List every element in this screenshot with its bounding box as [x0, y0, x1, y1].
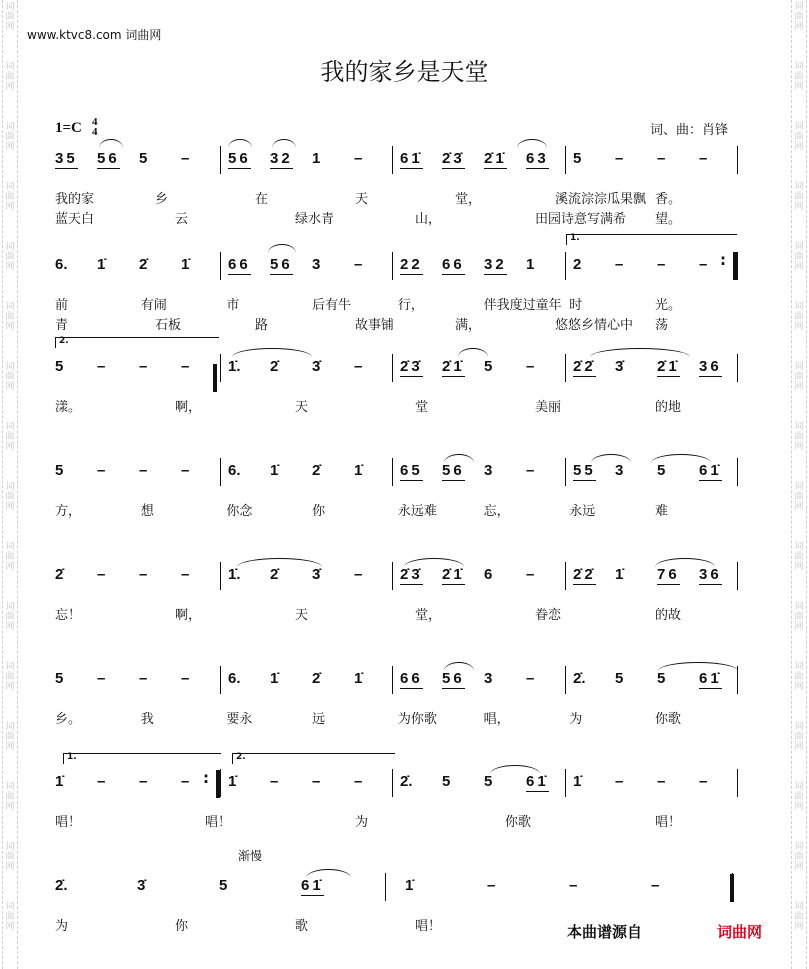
site-url[interactable]: www.ktvc8.com 词曲网	[27, 28, 162, 42]
watermark-text: 词 曲 网	[5, 722, 15, 752]
note: 1̇	[97, 256, 106, 273]
note: –	[139, 462, 148, 479]
lyric: 啊，	[175, 400, 202, 415]
watermark-text: 词 曲 网	[794, 722, 804, 752]
slur	[306, 869, 351, 878]
watermark-text: 词 曲 网	[5, 62, 15, 92]
note: 61̇	[400, 150, 423, 167]
lyric: 唱！	[655, 815, 682, 830]
note: 5	[219, 877, 228, 894]
slur	[655, 558, 715, 567]
watermark-text: 词 曲 网	[5, 122, 15, 152]
double-bar	[213, 364, 217, 392]
barline	[565, 354, 566, 382]
watermark-text: 词 曲 网	[794, 302, 804, 332]
note: –	[354, 773, 363, 790]
lyric: 你念	[226, 504, 253, 519]
lyric: 乡。	[55, 712, 82, 727]
barline	[392, 769, 393, 797]
lyric: 啊，	[175, 608, 202, 623]
note: 5	[484, 773, 493, 790]
repeat-dots: :	[720, 251, 726, 269]
watermark-text: 词 曲 网	[794, 482, 804, 512]
lyric: 眷恋	[535, 608, 562, 623]
lyric: 我的家	[55, 192, 95, 207]
note: 1̇	[55, 773, 64, 790]
volta-bracket	[63, 753, 221, 764]
note: –	[270, 773, 279, 790]
note: 61̇	[699, 670, 722, 687]
note: –	[97, 773, 106, 790]
watermark-text: 词 曲 网	[5, 842, 15, 872]
watermark-text: 词 曲 网	[794, 62, 804, 92]
lyric: 我	[140, 712, 154, 727]
volta-bracket	[566, 234, 737, 245]
lyric: 天	[355, 192, 369, 207]
note: 5	[55, 462, 64, 479]
note: –	[487, 877, 496, 894]
lyric: 难	[655, 504, 669, 519]
watermark-text: 词 曲 网	[5, 782, 15, 812]
watermark-text: 词 曲 网	[5, 182, 15, 212]
lyric: 时	[569, 298, 583, 313]
barline	[220, 354, 221, 382]
note: 66	[228, 256, 251, 273]
lyric: 溪流淙淙瓜果飘	[555, 192, 647, 207]
note: 2̇.	[573, 670, 586, 687]
volta-bracket	[55, 337, 219, 348]
time-sig-bottom: 4	[92, 126, 98, 138]
left-watermark-strip	[2, 0, 18, 969]
barline	[565, 252, 566, 280]
note: 3̇	[312, 566, 321, 583]
key-signature: 1=C	[55, 120, 82, 136]
note: 3	[484, 462, 493, 479]
watermark-text: 词 曲 网	[794, 422, 804, 452]
lyric: 方，	[55, 504, 82, 519]
note: 5	[484, 358, 493, 375]
note: 1̇	[270, 462, 279, 479]
note: 32	[484, 256, 507, 273]
barline	[565, 769, 566, 797]
note: 61̇	[301, 877, 324, 894]
note: –	[615, 256, 624, 273]
lyric-verse2: 山，	[415, 212, 442, 227]
lyric-verse2: 绿水青	[295, 212, 335, 227]
note: 5	[573, 150, 582, 167]
barline	[737, 769, 738, 797]
watermark-text: 词 曲 网	[794, 782, 804, 812]
lyric: 为	[55, 919, 69, 934]
note: 55	[573, 462, 596, 479]
note: –	[181, 150, 190, 167]
watermark-text: 词 曲 网	[794, 602, 804, 632]
lyric-verse2: 田园诗意写满希	[535, 212, 627, 227]
barline	[392, 458, 393, 486]
slur	[517, 139, 547, 148]
lyric: 你	[312, 504, 326, 519]
barline	[737, 146, 738, 174]
barline	[737, 458, 738, 486]
note: 2̇	[312, 462, 321, 479]
barline	[565, 146, 566, 174]
note: 66	[442, 256, 465, 273]
barline	[392, 666, 393, 694]
watermark-text: 词 曲 网	[5, 482, 15, 512]
barline	[220, 562, 221, 590]
note: 2̇	[270, 566, 279, 583]
lyric: 在	[255, 192, 269, 207]
note: –	[181, 358, 190, 375]
footer-source-label: 本曲谱源自	[567, 923, 643, 941]
barline	[220, 146, 221, 174]
watermark-text: 词 曲 网	[794, 182, 804, 212]
note: 3̇	[137, 877, 146, 894]
slur	[458, 348, 488, 357]
note: 56	[442, 670, 465, 687]
right-watermark-strip	[791, 0, 807, 969]
note: 5	[657, 462, 666, 479]
lyric-verse2: 石板	[155, 318, 182, 333]
note: 1̇	[405, 877, 414, 894]
note: 5	[55, 358, 64, 375]
note: 2̇1̇	[442, 358, 465, 375]
lyric: 天	[295, 608, 309, 623]
slur	[99, 139, 123, 148]
note: 1̇	[228, 773, 237, 790]
note: 1̇	[354, 670, 363, 687]
note: –	[699, 150, 708, 167]
note: –	[657, 256, 666, 273]
note: 1̇	[354, 462, 363, 479]
note: 61̇	[699, 462, 722, 479]
watermark-text: 词 曲 网	[5, 602, 15, 632]
lyric-verse2: 满，	[455, 318, 482, 333]
note: –	[181, 566, 190, 583]
lyric-verse2: 青	[55, 318, 69, 333]
lyric: 为你歌	[397, 712, 437, 727]
note: –	[139, 358, 148, 375]
note: –	[97, 670, 106, 687]
note: 6.	[228, 670, 241, 687]
lyric: 堂，	[415, 608, 442, 623]
note: 3̇	[615, 358, 624, 375]
watermark-text: 词 曲 网	[5, 302, 15, 332]
note: 2̇	[270, 358, 279, 375]
tempo-mark: 渐慢	[238, 849, 263, 863]
footer-brand[interactable]: 词曲网	[717, 923, 763, 941]
lyric-verse2: 故事铺	[355, 318, 395, 333]
lyric-verse2: 望。	[655, 212, 682, 227]
note: 1	[312, 150, 321, 167]
note: 1̇.	[228, 358, 241, 375]
lyric-verse2: 悠悠乡情心中	[555, 318, 634, 333]
barline	[565, 666, 566, 694]
volta-label: 1.	[67, 752, 77, 762]
lyric: 乡	[155, 192, 169, 207]
note: 2̇.	[55, 877, 68, 894]
slur	[237, 558, 322, 567]
repeat-end-bar	[216, 770, 220, 798]
lyric: 的地	[655, 400, 682, 415]
lyric: 的故	[655, 608, 682, 623]
note: 1̇.	[228, 566, 241, 583]
lyric: 光。	[655, 298, 682, 313]
barline	[220, 458, 221, 486]
final-bar	[730, 874, 734, 902]
slur	[268, 244, 296, 253]
barline	[220, 252, 221, 280]
note: 36	[699, 358, 722, 375]
note: –	[569, 877, 578, 894]
watermark-text: 词 曲 网	[5, 542, 15, 572]
lyric-verse2: 路	[255, 318, 269, 333]
lyric: 香。	[655, 192, 682, 207]
note: 63	[526, 150, 549, 167]
note: –	[657, 150, 666, 167]
slur	[232, 348, 312, 357]
note: –	[354, 150, 363, 167]
note: 3	[312, 256, 321, 273]
note: –	[354, 256, 363, 273]
watermark-text: 词 曲 网	[794, 122, 804, 152]
note: 65	[400, 462, 423, 479]
lyric: 歌	[295, 919, 309, 934]
lyric: 唱！	[205, 815, 232, 830]
barline	[392, 354, 393, 382]
time-signature	[92, 117, 98, 137]
note: 3	[484, 670, 493, 687]
slur	[404, 558, 464, 567]
watermark-text: 词 曲 网	[5, 362, 15, 392]
note: 56	[442, 462, 465, 479]
note: 35	[55, 150, 78, 167]
watermark-text: 词 曲 网	[5, 662, 15, 692]
lyric: 唱！	[55, 815, 82, 830]
slur	[658, 662, 738, 671]
watermark-text: 词 曲 网	[794, 902, 804, 932]
lyric-verse2: 云	[175, 212, 189, 227]
note: –	[139, 670, 148, 687]
note: 76	[657, 566, 680, 583]
lyric: 要永	[226, 712, 253, 727]
watermark-text: 词 曲 网	[794, 842, 804, 872]
note: 2̇	[55, 566, 64, 583]
barline	[392, 252, 393, 280]
watermark-text: 词 曲 网	[794, 242, 804, 272]
lyric: 你歌	[505, 815, 532, 830]
note: 2̇1̇	[442, 566, 465, 583]
note: 2̇3̇	[400, 566, 423, 583]
slur	[272, 139, 296, 148]
barline	[392, 146, 393, 174]
note: –	[312, 773, 321, 790]
note: 2̇2̇	[573, 566, 596, 583]
note: –	[139, 773, 148, 790]
note: –	[181, 670, 190, 687]
note: 3̇	[312, 358, 321, 375]
barline	[737, 252, 738, 280]
note: 2̇	[139, 256, 148, 273]
lyric: 忘！	[55, 608, 82, 623]
barline	[565, 458, 566, 486]
watermark-text: 词 曲 网	[5, 242, 15, 272]
slur	[590, 348, 690, 357]
slur	[490, 765, 540, 774]
barline	[737, 354, 738, 382]
lyric: 前	[55, 298, 69, 313]
note: –	[526, 462, 535, 479]
note: 2̇	[312, 670, 321, 687]
barline	[220, 666, 221, 694]
note: –	[526, 566, 535, 583]
watermark-text: 词 曲 网	[5, 902, 15, 932]
note: –	[97, 462, 106, 479]
note: 2̇2̇	[573, 358, 596, 375]
note: 66	[400, 670, 423, 687]
note: –	[354, 358, 363, 375]
note: 6	[484, 566, 493, 583]
note: –	[699, 773, 708, 790]
lyric: 唱，	[483, 712, 510, 727]
repeat-end-bar	[733, 252, 737, 280]
note: 2̇3̇	[442, 150, 465, 167]
note: 5	[442, 773, 451, 790]
note: –	[615, 150, 624, 167]
watermark-text: 词 曲 网	[5, 2, 15, 32]
note: –	[97, 566, 106, 583]
watermark-text: 词 曲 网	[794, 662, 804, 692]
lyric: 市	[226, 298, 240, 313]
note: 5	[55, 670, 64, 687]
lyric: 永远难	[397, 504, 437, 519]
note: 32	[270, 150, 293, 167]
barline	[220, 769, 221, 797]
volta-label: 1.	[570, 233, 580, 243]
note: –	[181, 773, 190, 790]
note: 1̇	[573, 773, 582, 790]
lyric: 忘，	[483, 504, 510, 519]
note: –	[354, 566, 363, 583]
note: 2̇1̇	[484, 150, 507, 167]
note: 61̇	[526, 773, 549, 790]
volta-label: 2.	[59, 336, 69, 346]
barline	[392, 562, 393, 590]
lyric: 漾。	[55, 400, 82, 415]
watermark-text: 词 曲 网	[794, 362, 804, 392]
slur	[444, 454, 474, 463]
note: –	[526, 670, 535, 687]
note: 22	[400, 256, 423, 273]
lyric: 远	[312, 712, 326, 727]
note: 5	[139, 150, 148, 167]
note: 2	[573, 256, 582, 273]
composer-credit: 词、曲：肖锋	[650, 123, 729, 138]
note: –	[181, 462, 190, 479]
note: 1	[526, 256, 535, 273]
note: 2̇.	[400, 773, 413, 790]
note: 2̇1̇	[657, 358, 680, 375]
note: 3	[615, 462, 624, 479]
volta-bracket	[232, 753, 395, 764]
note: 5	[657, 670, 666, 687]
watermark-text: 词 曲 网	[794, 2, 804, 32]
time-sig-top: 4	[92, 116, 98, 128]
barline	[385, 873, 386, 901]
lyric: 堂	[415, 400, 429, 415]
note: –	[97, 358, 106, 375]
volta-label: 2.	[236, 752, 246, 762]
lyric: 天	[295, 400, 309, 415]
lyric: 有闹	[140, 298, 167, 313]
note: –	[657, 773, 666, 790]
note: 1̇	[181, 256, 190, 273]
repeat-dots: :	[203, 769, 209, 787]
note: –	[526, 358, 535, 375]
lyric: 唱！	[415, 919, 442, 934]
lyric: 美丽	[535, 400, 562, 415]
lyric: 想	[140, 504, 154, 519]
note: –	[651, 877, 660, 894]
note: –	[615, 773, 624, 790]
song-title: 我的家乡是天堂	[320, 58, 489, 86]
note: –	[139, 566, 148, 583]
lyric: 你歌	[655, 712, 682, 727]
note: 36	[699, 566, 722, 583]
lyric: 为	[569, 712, 583, 727]
note: 2̇3̇	[400, 358, 423, 375]
note: 56	[228, 150, 251, 167]
barline	[737, 562, 738, 590]
lyric: 行，	[397, 298, 424, 313]
lyric: 你	[175, 919, 189, 934]
watermark-text: 词 曲 网	[794, 542, 804, 572]
note: 6.	[228, 462, 241, 479]
slur	[228, 139, 252, 148]
lyric: 伴我度过童年	[483, 298, 562, 313]
lyric: 为	[355, 815, 369, 830]
slur	[444, 662, 474, 671]
lyric: 堂，	[455, 192, 482, 207]
lyric: 永远	[569, 504, 596, 519]
lyric-verse2: 荡	[655, 318, 669, 333]
barline	[565, 562, 566, 590]
watermark-text: 词 曲 网	[5, 422, 15, 452]
slur	[651, 454, 711, 463]
note: –	[699, 256, 708, 273]
note: 1̇	[270, 670, 279, 687]
note: 1̇	[615, 566, 624, 583]
note: 56	[97, 150, 120, 167]
note: 6.	[55, 256, 68, 273]
note: 56	[270, 256, 293, 273]
lyric: 后有牛	[312, 298, 352, 313]
note: 5	[615, 670, 624, 687]
lyric-verse2: 蓝天白	[55, 212, 95, 227]
slur	[591, 454, 631, 463]
